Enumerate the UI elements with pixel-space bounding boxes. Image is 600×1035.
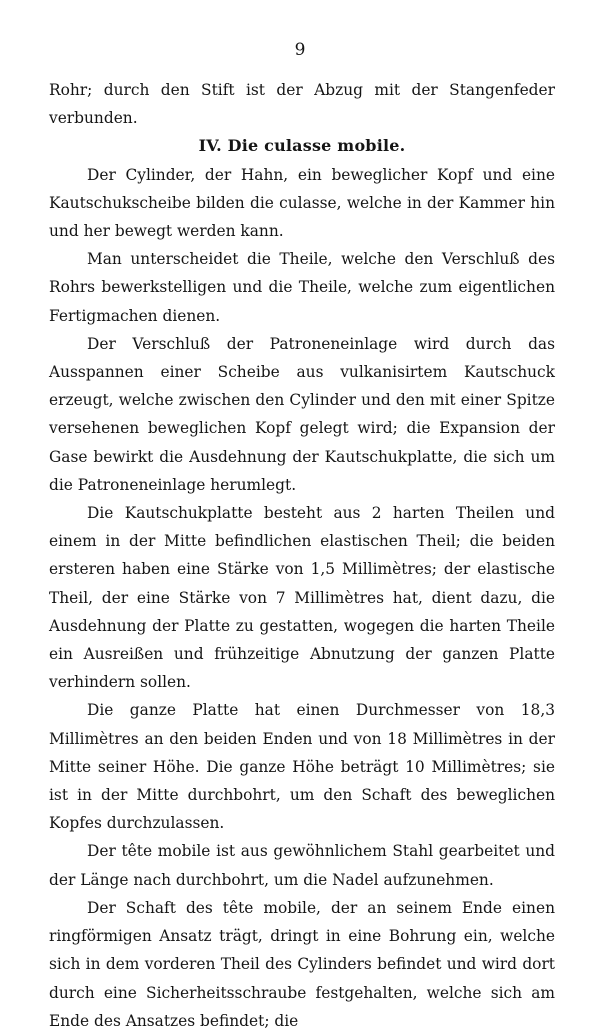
paragraph-2: Man unterscheidet die Theile, welche den Verschluß des Rohrs bewerkstelligen und die Theile, welche zum eigentlichen Fertigmachen dienen.: [49, 250, 555, 325]
paragraph-6: Der tête mobile ist aus gewöhnlichem Stahl gearbeitet und der Länge nach durchbohrt, um die Nadel aufzunehmen.: [49, 842, 555, 889]
section-heading: IV. Die culasse mobile.: [198, 136, 406, 156]
paragraph-5: Die ganze Platte hat einen Durchmesser von 18,3 Millimètres an den beiden Enden und von 18 Millimètres in der Mitte seiner Höhe. Die ganze Höhe beträgt 10 Millimètres; sie ist in der Mitte durchbohrt, um den Schaft des beweglichen Kopfes durchzulassen.: [49, 701, 555, 833]
paragraph-continued: Rohr; durch den Stift ist der Abzug mit der Stangenfeder verbunden.: [49, 81, 555, 128]
paragraph-7: Der Schaft des tête mobile, der an seinem Ende einen ringförmigen Ansatz trägt, dringt in eine Bohrung ein, welche sich in dem vorderen Theil des Cylinders befindet und wird dort durch eine Sicherheitsschraube festgehalten, welche sich am Ende des Ansatzes befindet; die: [49, 898, 555, 1030]
body-text: [49, 76, 555, 1035]
paragraph-1: Der Cylinder, der Hahn, ein beweglicher Kopf und eine Kautschukscheibe bilden die culasse, welche in der Kammer hin und her bewegt werden kann.: [49, 165, 555, 241]
paragraph-3: Der Verschluß der Patroneneinlage wird durch das Ausspannen einer Scheibe aus vulkanisirtem Kautschuck erzeugt, welche zwischen den Cylinder und den mit einer Spitze versehenen beweglichen Kopf gelegt wird; die Expansion der Gase bewirkt die Ausdehnung der Kautschukplatte, die sich um die Patroneneinlage herumlegt.: [49, 334, 555, 494]
page-number: 9: [294, 40, 306, 60]
paragraph-4: Die Kautschukplatte besteht aus 2 harten Theilen und einem in der Mitte befindlichen elastischen Theil; die beiden ersteren haben eine Stärke von 1,5 Millimètres; der elastische Theil, der eine Stärke von 7 Millimètres hat, dient dazu, die Ausdehnung der Platte zu gestatten, wogegen die harten Theile ein Ausreißen und frühzeitige Abnutzung der ganzen Platte verhindern sollen.: [49, 504, 555, 692]
